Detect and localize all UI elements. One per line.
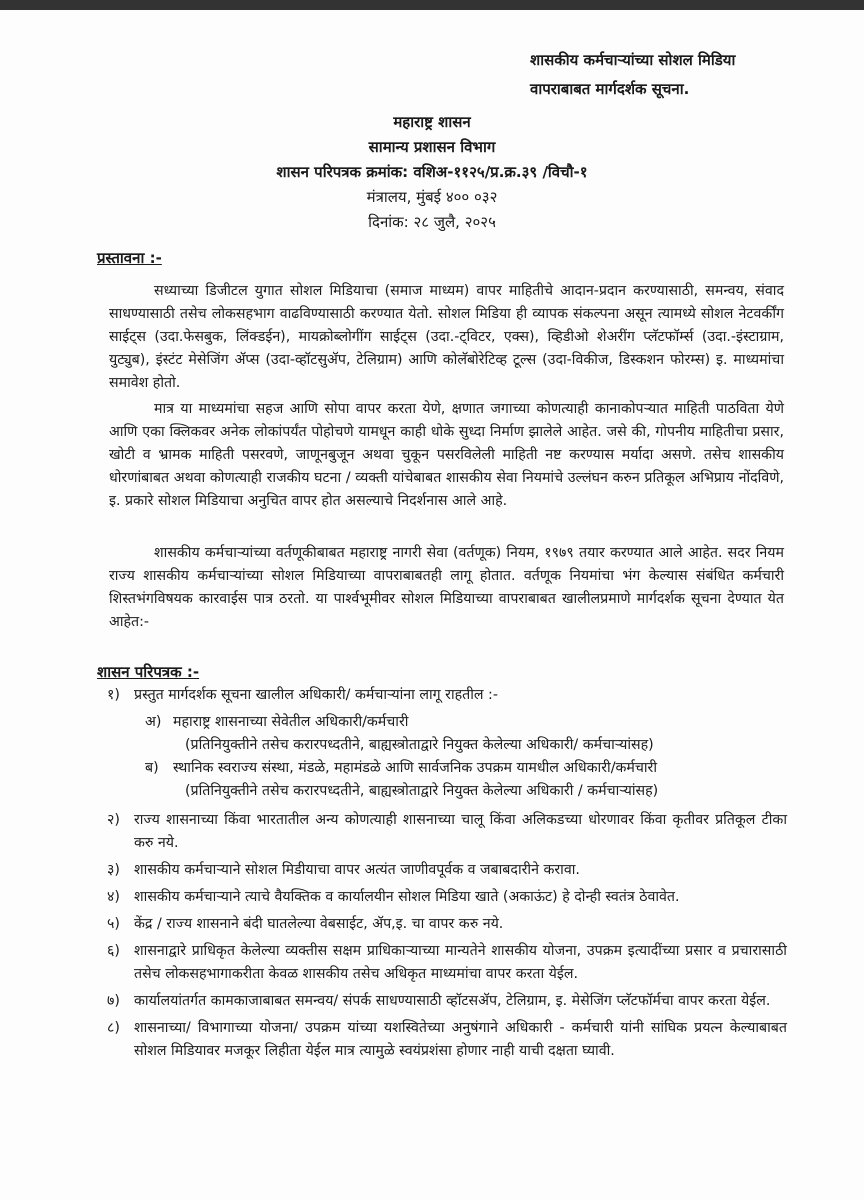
list-item: ४) शासकीय कर्मचाऱ्याने त्याचे वैयक्तिक व कार्यालयीन सोशल मिडिया खाते (अकाऊंट) हे दोन्ही स्वतंत्र ठेवावेत. <box>107 889 680 905</box>
document-header <box>0 110 864 235</box>
preamble-heading: प्रस्तावना :- <box>97 249 162 267</box>
government-name: महाराष्ट्र शासन <box>393 113 471 131</box>
circular-number: शासन परिपत्रक क्रमांक: वशिअ-११२५/प्र.क्र.३९ /विचौ-१ <box>276 163 588 181</box>
preamble-paragraph-2: मात्र या माध्यमांचा सहज आणि सोपा वापर करता येणे, क्षणात जगाच्या कोणत्याही कानाकोपऱ्यात माहिती पाठविता येणे आणि एका क्लिकवर अनेक लोकांपर्यंत पोहोचणे यामधून काही धोके सुध्दा निर्माण झालेले आहेत. जसे की, गोपनीय माहितीचा प्रसार, खोटी व भ्रामक माहिती पसरवणे, जाणूनबुजून अथवा चुकून पसरविलेली माहिती नष्ट करण्यास मर्यादा असणे. तसेच शासकीय धोरणांबाबत अथवा कोणत्याही राजकीय घटना / व्यक्ती यांचेबाबत शासकीय सेवा नियमांचे उल्लंघन करुन प्रतिकूल अभिप्राय नोंदविणे, इ. प्रकारे सोशल मिडियाचा अनुचित वापर होत असल्याचे निदर्शनास आले आहे. <box>109 401 784 509</box>
list-item: ७) कार्यालयांतर्गत कामकाजाबाबत समन्वय/ संपर्क साधण्यासाठी व्हॉटसॲप, टेलिग्राम, इ. मेसेजिंग प्लॅटफॉर्मचा वापर करता येईल. <box>107 993 771 1009</box>
list-item: २) राज्य शासनाच्या किंवा भारतातील अन्य कोणत्याही शासनाच्या चालू किंवा अलिकडच्या धोरणावर किंवा कृतीवर प्रतिकूल टीका करु नये. <box>107 812 787 851</box>
sub-item: अ) महाराष्ट्र शासनाच्या सेवेतील अधिकारी/कर्मचारी <box>145 714 409 730</box>
sub-item-note: (प्रतिनियुक्तीने तसेच करारपध्दतीने, बाह्यस्त्रोताद्वारे नियुक्त केलेल्या अधिकारी/ कर्मचाऱ्यांसह) <box>185 737 654 753</box>
top-bar <box>0 0 864 10</box>
sub-item-note: (प्रतिनियुक्तीने तसेच करारपध्दतीने, बाह्यस्त्रोताद्वारे नियुक्त केलेल्या अधिकारी / कर्मचाऱ्यांसह) <box>185 783 659 799</box>
document-page <box>0 10 864 1200</box>
circular-heading: शासन परिपत्रक :- <box>97 663 200 681</box>
subject-line-2: वापराबाबत मार्गदर्शक सूचना. <box>530 80 690 98</box>
preamble-paragraph-1: सध्याच्या डिजीटल युगात सोशल मिडियाचा (समाज माध्यम) वापर माहितीचे आदान-प्रदान करण्यासाठी, समन्वय, संवाद साधण्यासाठी तसेच लोकसहभाग वाढविण्यासाठी करण्यात येतो. सोशल मिडिया ही व्यापक संकल्पना असून त्यामध्ये सोशल नेटवर्कींग साईट्स (उदा.फेसबुक, लिंक्डईन), मायक्रोब्लोगींग साईट्स (उदा.-ट्विटर, एक्स), व्हिडीओ शेअरींग प्लॅटफॉर्म्स (उदा.-इंस्टाग्राम, युट्युब), इंस्टंट मेसेजिंग ॲप्स (उदा-व्हॉटसुॲप, टेलिग्राम) आणि कोलॅबोरेटिव्ह टूल्स (उदा-विकीज, डिस्कशन फोरम्स) इ. माध्यमांचा समावेश होतो. <box>109 283 784 391</box>
subject-block <box>530 46 830 104</box>
department-name: सामान्य प्रशासन विभाग <box>368 138 496 156</box>
list-item: ३) शासकीय कर्मचाऱ्याने सोशल मिडीयाचा वापर अत्यंत जाणीवपूर्वक व जबाबदारीने करावा. <box>107 862 580 878</box>
sub-item: ब) स्थानिक स्वराज्य संस्था, मंडळे, महामंडळे आणि सार्वजनिक उपक्रम यामधील अधिकारी/कर्मचारी <box>145 760 658 776</box>
circular-list <box>97 684 787 1067</box>
list-item: १) प्रस्तुत मार्गदर्शक सूचना खालील अधिकारी/ कर्मचाऱ्यांना लागू राहतील :- <box>107 687 498 703</box>
subject-line-1: शासकीय कर्मचाऱ्यांच्या सोशल मिडिया <box>530 51 736 69</box>
list-item: ५) केंद्र / राज्य शासनाने बंदी घातलेल्या वेबसाईट, ॲप,इ. चा वापर करु नये. <box>107 916 504 932</box>
list-item: ६) शासनाद्वारे प्राधिकृत केलेल्या व्यक्तीस सक्षम प्राधिकाऱ्याच्या मान्यतेने शासकीय योजना, उपक्रम इत्यादींच्या प्रसार व प्रचारासाठी तसेच लोकसहभागाकरीता केवळ शासकीय तसेच अधिकृत माध्यमांचा वापर करता येईल. <box>107 943 787 982</box>
preamble-paragraph-3: शासकीय कर्मचाऱ्यांच्या वर्तणूकीबाबत महाराष्ट्र नागरी सेवा (वर्तणूक) नियम, १९७९ तयार करण्यात आले आहेत. सदर नियम राज्य शासकीय कर्मचाऱ्यांच्या सोशल मिडियाच्या वापराबाबतही लागू होतात. वर्तणूक नियमांचा भंग केल्यास संबंधित कर्मचारी शिस्तभंगविषयक कारवाईस पात्र ठरतो. या पार्श्वभूमीवर सोशल मिडियाच्या वापराबाबत खालीलप्रमाणे मार्गदर्शक सूचना देण्यात येत आहेत:- <box>109 545 784 630</box>
address: मंत्रालय, मुंबई ४०० ०३२ <box>366 188 498 206</box>
list-item: ८) शासनाच्या/ विभागाच्या योजना/ उपक्रम यांच्या यशस्वितेच्या अनुषंगाने अधिकारी - कर्मचारी यांनी सांघिक प्रयत्न केल्याबाबत सोशल मिडियावर मजकूर लिहीता येईल मात्र त्यामुळे स्वयंप्रशंसा होणार नाही याची दक्षता घ्यावी. <box>107 1020 787 1059</box>
date: दिनांक: २८ जुलै, २०२५ <box>368 213 496 231</box>
